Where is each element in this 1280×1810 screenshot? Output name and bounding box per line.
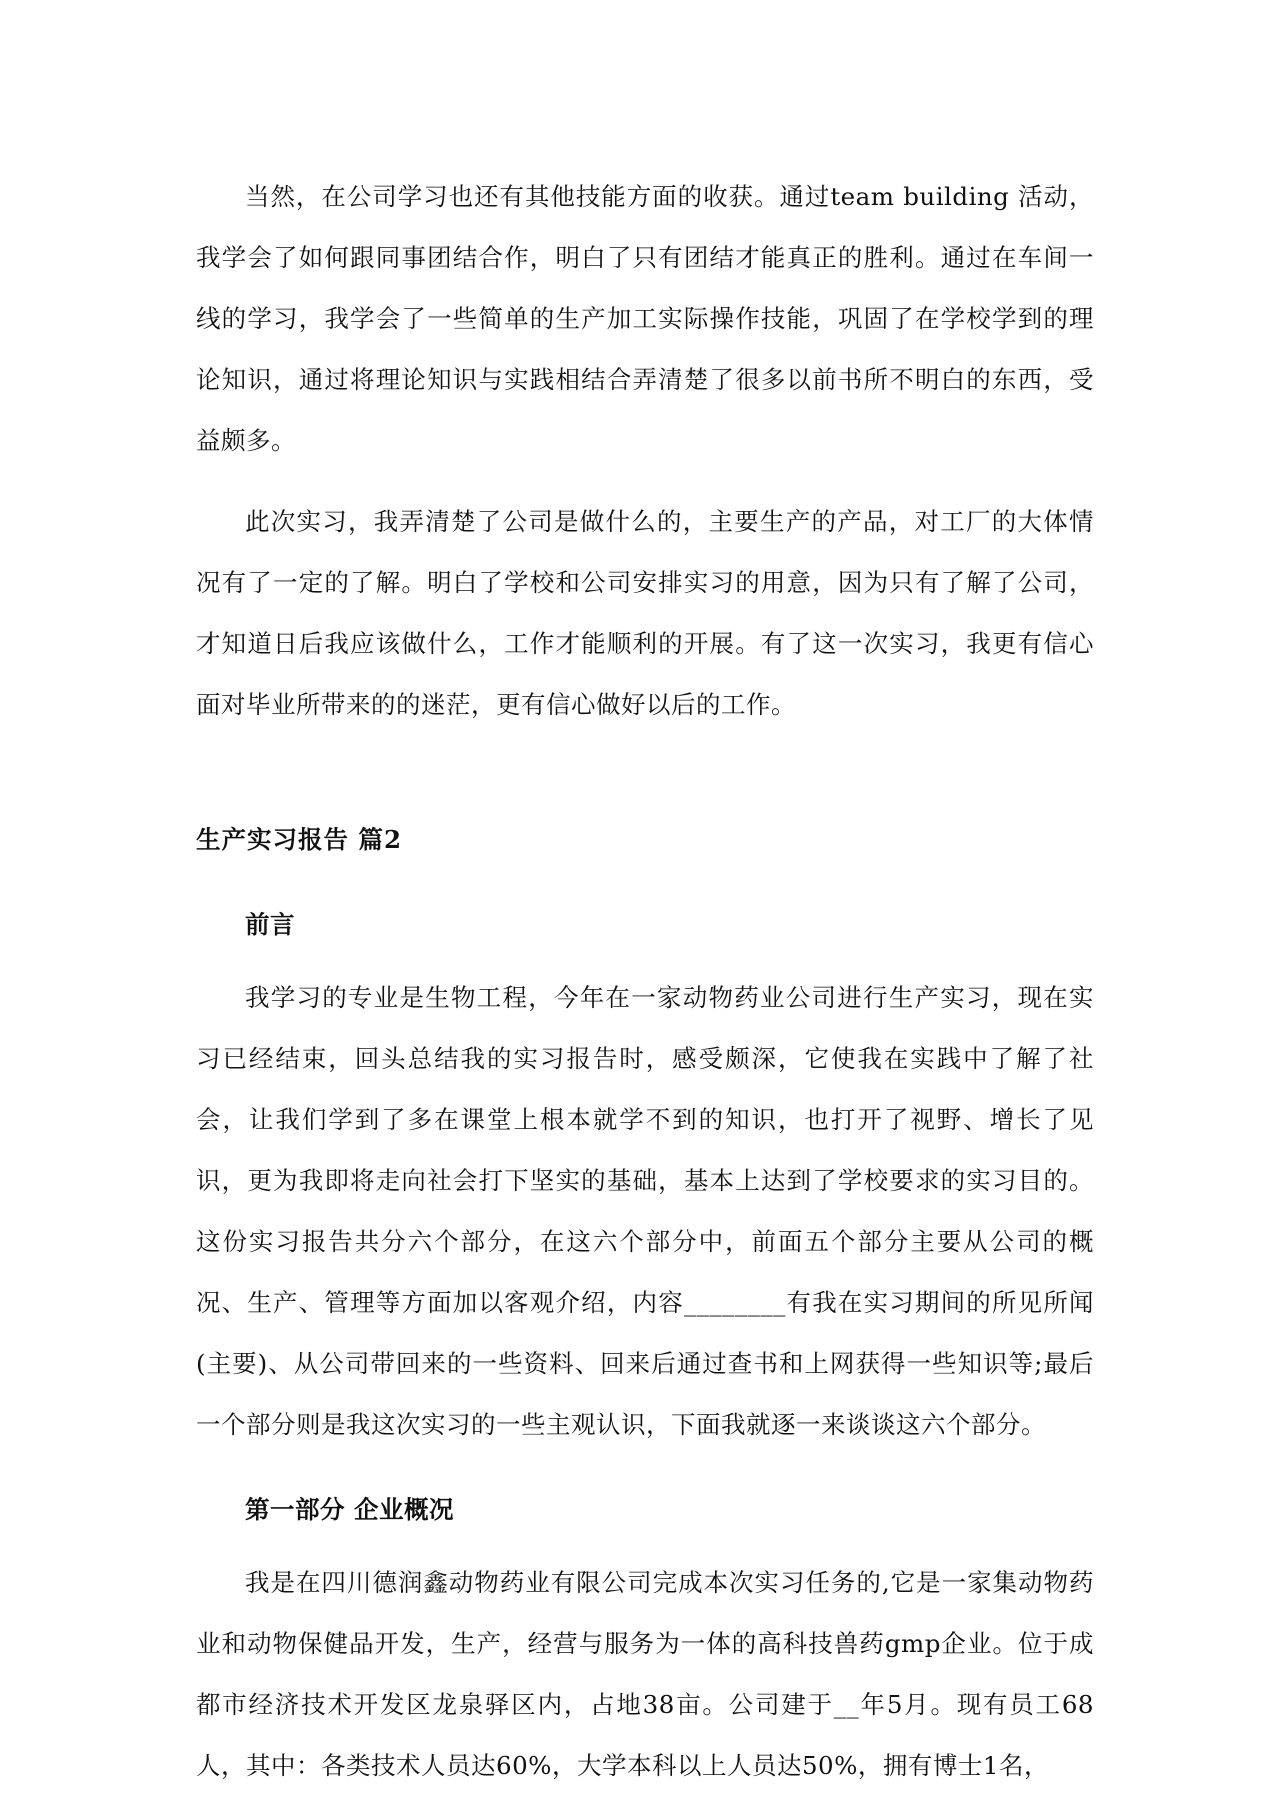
paragraph-skills-gained: 当然，在公司学习也还有其他技能方面的收获。通过team building 活动，我学会了如何跟同事团结合作，明白了只有团结才能真正的胜利。通过在车间一线的学习，我学会了一些简单的生产加工实际操作技能，巩固了在学校学到的理论知识，通过将理论知识与实践相结合弄清楚了很多以前书所不明白的东西，受益颇多。	[196, 182, 1094, 455]
part1-heading: 第一部分 企业概况	[245, 1495, 455, 1524]
preface-heading: 前言	[245, 910, 295, 939]
part1-paragraph: 我是在四川德润鑫动物药业有限公司完成本次实习任务的,它是一家集动物药业和动物保健品开发，生产，经营与服务为一体的高科技兽药gmp企业。位于成都市经济技术开发区龙泉驿区内，占地38亩。公司建于__年5月。现有员工68人，其中：各类技术人员达60%，大学本科以上人员达50%，拥有博士1名，	[196, 1568, 1094, 1780]
preface-paragraph: 我学习的专业是生物工程，今年在一家动物药业公司进行生产实习，现在实习已经结束，回头总结我的实习报告时，感受颇深，它使我在实践中了解了社会，让我们学到了多在课堂上根本就学不到的知识，也打开了视野、增长了见识，更为我即将走向社会打下坚实的基础，基本上达到了学校要求的实习目的。这份实习报告共分六个部分，在这六个部分中，前面五个部分主要从公司的概况、生产、管理等方面加以客观介绍，内容________有我在实习期间的所见所闻(主要)、从公司带回来的一些资料、回来后通过查书和上网获得一些知识等;最后一个部分则是我这次实习的一些主观认识，下面我就逐一来谈谈这六个部分。	[196, 983, 1094, 1439]
document-body	[196, 166, 1094, 1796]
paragraph-internship-summary: 此次实习，我弄清楚了公司是做什么的，主要生产的产品，对工厂的大体情况有了一定的了解。明白了学校和公司安排实习的用意，因为只有了解了公司，才知道日后我应该做什么，工作才能顺利的开展。有了这一次实习，我更有信心面对毕业所带来的的迷茫，更有信心做好以后的工作。	[196, 507, 1094, 719]
section-title: 生产实习报告 篇2	[196, 825, 403, 854]
